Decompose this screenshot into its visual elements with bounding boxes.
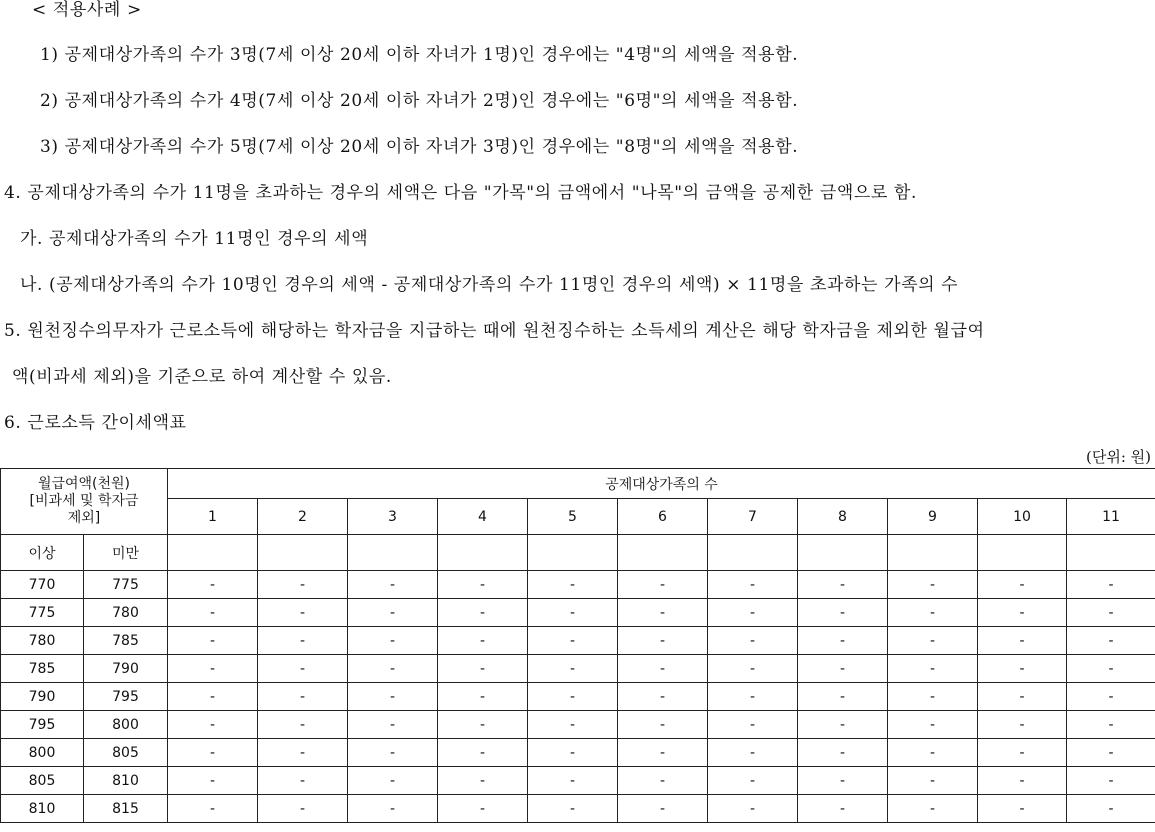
family-count-col-header: 8 bbox=[798, 499, 888, 535]
empty-header-cell bbox=[168, 535, 258, 571]
tax-amount-cell: - bbox=[708, 599, 798, 627]
tax-amount-cell: - bbox=[168, 795, 258, 823]
tax-amount-cell: - bbox=[1067, 599, 1155, 627]
tax-amount-cell: - bbox=[348, 683, 438, 711]
tax-amount-cell: - bbox=[978, 739, 1067, 767]
empty-header-cell bbox=[1067, 535, 1155, 571]
empty-header-cell bbox=[978, 535, 1067, 571]
tax-table-header bbox=[1, 469, 1155, 571]
tax-amount-cell: - bbox=[348, 627, 438, 655]
tax-amount-cell: - bbox=[798, 711, 888, 739]
family-count-col-header: 9 bbox=[888, 499, 978, 535]
tax-table bbox=[0, 468, 1155, 823]
tax-amount-cell: - bbox=[168, 711, 258, 739]
empty-header-cell bbox=[348, 535, 438, 571]
rule-4-paragraph: 4. 공제대상가족의 수가 11명을 초과하는 경우의 세액은 다음 "가목"의 금액에서 "나목"의 금액을 공제한 금액으로 함. bbox=[4, 183, 917, 203]
salary-header-line-3: 제외] bbox=[67, 510, 101, 526]
salary-min-cell: 770 bbox=[1, 571, 84, 599]
tax-amount-cell: - bbox=[978, 655, 1067, 683]
salary-max-cell: 780 bbox=[84, 599, 168, 627]
tax-amount-cell: - bbox=[258, 627, 348, 655]
tax-amount-cell: - bbox=[348, 711, 438, 739]
tax-amount-cell: - bbox=[618, 683, 708, 711]
tax-amount-cell: - bbox=[798, 767, 888, 795]
tax-amount-cell: - bbox=[438, 711, 528, 739]
min-max-header-row bbox=[1, 535, 1155, 571]
tax-amount-cell: - bbox=[888, 571, 978, 599]
tax-amount-cell: - bbox=[1067, 683, 1155, 711]
tax-table-body bbox=[1, 571, 1155, 823]
family-count-col-header: 3 bbox=[348, 499, 438, 535]
salary-min-cell: 785 bbox=[1, 655, 84, 683]
tax-amount-cell: - bbox=[618, 795, 708, 823]
tax-amount-cell: - bbox=[168, 655, 258, 683]
tax-amount-cell: - bbox=[618, 655, 708, 683]
salary-max-cell: 815 bbox=[84, 795, 168, 823]
family-count-col-header: 6 bbox=[618, 499, 708, 535]
tax-amount-cell: - bbox=[528, 571, 618, 599]
table-row bbox=[1, 711, 1155, 739]
tax-amount-cell: - bbox=[978, 627, 1067, 655]
tax-amount-cell: - bbox=[708, 571, 798, 599]
family-count-col-header: 7 bbox=[708, 499, 798, 535]
tax-amount-cell: - bbox=[978, 795, 1067, 823]
tax-amount-cell: - bbox=[978, 767, 1067, 795]
salary-max-cell: 805 bbox=[84, 739, 168, 767]
tax-amount-cell: - bbox=[798, 655, 888, 683]
tax-amount-cell: - bbox=[888, 627, 978, 655]
tax-amount-cell: - bbox=[348, 599, 438, 627]
tax-amount-cell: - bbox=[348, 739, 438, 767]
salary-max-cell: 795 bbox=[84, 683, 168, 711]
salary-range-header bbox=[1, 469, 168, 535]
table-row bbox=[1, 627, 1155, 655]
tax-amount-cell: - bbox=[1067, 795, 1155, 823]
tax-amount-cell: - bbox=[348, 767, 438, 795]
tax-amount-cell: - bbox=[1067, 767, 1155, 795]
tax-amount-cell: - bbox=[438, 683, 528, 711]
tax-amount-cell: - bbox=[888, 683, 978, 711]
empty-header-cell bbox=[798, 535, 888, 571]
tax-amount-cell: - bbox=[258, 655, 348, 683]
tax-amount-cell: - bbox=[348, 655, 438, 683]
tax-amount-cell: - bbox=[528, 655, 618, 683]
tax-amount-cell: - bbox=[528, 795, 618, 823]
tax-amount-cell: - bbox=[618, 711, 708, 739]
salary-min-cell: 775 bbox=[1, 599, 84, 627]
tax-amount-cell: - bbox=[978, 571, 1067, 599]
example-item-1: 1) 공제대상가족의 수가 3명(7세 이상 20세 이하 자녀가 1명)인 경우에는 "4명"의 세액을 적용함. bbox=[40, 45, 799, 65]
tax-amount-cell: - bbox=[798, 627, 888, 655]
tax-amount-cell: - bbox=[528, 627, 618, 655]
family-count-col-header: 1 bbox=[168, 499, 258, 535]
tax-amount-cell: - bbox=[438, 571, 528, 599]
tax-amount-cell: - bbox=[618, 739, 708, 767]
tax-amount-cell: - bbox=[528, 739, 618, 767]
tax-amount-cell: - bbox=[888, 599, 978, 627]
tax-amount-cell: - bbox=[708, 795, 798, 823]
tax-amount-cell: - bbox=[978, 599, 1067, 627]
tax-amount-cell: - bbox=[708, 627, 798, 655]
tax-amount-cell: - bbox=[258, 683, 348, 711]
family-count-col-header: 10 bbox=[978, 499, 1067, 535]
tax-amount-cell: - bbox=[1067, 627, 1155, 655]
tax-amount-cell: - bbox=[618, 627, 708, 655]
empty-header-cell bbox=[438, 535, 528, 571]
tax-amount-cell: - bbox=[978, 683, 1067, 711]
empty-header-cell bbox=[618, 535, 708, 571]
table-row bbox=[1, 599, 1155, 627]
salary-min-cell: 780 bbox=[1, 627, 84, 655]
tax-amount-cell: - bbox=[798, 571, 888, 599]
tax-amount-cell: - bbox=[168, 739, 258, 767]
tax-amount-cell: - bbox=[438, 599, 528, 627]
rule-4-item-na: 나. (공제대상가족의 수가 10명인 경우의 세액 - 공제대상가족의 수가 11명인 경우의 세액) × 11명을 초과하는 가족의 수 bbox=[20, 275, 959, 295]
table-row bbox=[1, 571, 1155, 599]
salary-max-cell: 775 bbox=[84, 571, 168, 599]
tax-amount-cell: - bbox=[438, 627, 528, 655]
table-row bbox=[1, 739, 1155, 767]
tax-amount-cell: - bbox=[438, 655, 528, 683]
tax-amount-cell: - bbox=[168, 571, 258, 599]
tax-amount-cell: - bbox=[258, 739, 348, 767]
family-count-col-header: 5 bbox=[528, 499, 618, 535]
tax-amount-cell: - bbox=[618, 571, 708, 599]
family-count-columns bbox=[1, 499, 1155, 535]
tax-amount-cell: - bbox=[528, 711, 618, 739]
tax-amount-cell: - bbox=[888, 767, 978, 795]
salary-header-line-2: [비과세 및 학자금 bbox=[29, 493, 139, 509]
tax-amount-cell: - bbox=[1067, 655, 1155, 683]
tax-amount-cell: - bbox=[258, 767, 348, 795]
tax-amount-cell: - bbox=[798, 599, 888, 627]
rule-4-item-ga: 가. 공제대상가족의 수가 11명인 경우의 세액 bbox=[20, 229, 369, 249]
tax-amount-cell: - bbox=[348, 795, 438, 823]
section-6-title: 6. 근로소득 간이세액표 bbox=[4, 413, 187, 433]
tax-amount-cell: - bbox=[438, 739, 528, 767]
example-item-2: 2) 공제대상가족의 수가 4명(7세 이상 20세 이하 자녀가 2명)인 경우에는 "6명"의 세액을 적용함. bbox=[40, 91, 799, 111]
tax-amount-cell: - bbox=[258, 571, 348, 599]
table-row bbox=[1, 655, 1155, 683]
tax-amount-cell: - bbox=[348, 571, 438, 599]
tax-amount-cell: - bbox=[168, 767, 258, 795]
empty-header-cell bbox=[888, 535, 978, 571]
max-header: 미만 bbox=[84, 535, 168, 571]
empty-header-cell bbox=[258, 535, 348, 571]
tax-amount-cell: - bbox=[438, 767, 528, 795]
tax-amount-cell: - bbox=[798, 683, 888, 711]
rule-5-paragraph-cont: 액(비과세 제외)을 기준으로 하여 계산할 수 있음. bbox=[12, 367, 392, 387]
tax-amount-cell: - bbox=[888, 655, 978, 683]
tax-amount-cell: - bbox=[528, 683, 618, 711]
table-row bbox=[1, 683, 1155, 711]
tax-amount-cell: - bbox=[528, 599, 618, 627]
tax-amount-cell: - bbox=[888, 711, 978, 739]
tax-amount-cell: - bbox=[978, 711, 1067, 739]
salary-min-cell: 800 bbox=[1, 739, 84, 767]
tax-amount-cell: - bbox=[258, 599, 348, 627]
empty-header-cell bbox=[708, 535, 798, 571]
tax-amount-cell: - bbox=[258, 795, 348, 823]
tax-amount-cell: - bbox=[798, 739, 888, 767]
example-heading: < 적용사례 > bbox=[32, 0, 142, 20]
tax-amount-cell: - bbox=[1067, 739, 1155, 767]
salary-max-cell: 790 bbox=[84, 655, 168, 683]
salary-header-line-1: 월급여액(천원) bbox=[37, 476, 131, 492]
tax-amount-cell: - bbox=[618, 767, 708, 795]
tax-amount-cell: - bbox=[1067, 711, 1155, 739]
family-count-col-header: 2 bbox=[258, 499, 348, 535]
salary-min-cell: 795 bbox=[1, 711, 84, 739]
tax-amount-cell: - bbox=[618, 599, 708, 627]
salary-max-cell: 785 bbox=[84, 627, 168, 655]
unit-label: (단위: 원) bbox=[1086, 448, 1151, 466]
tax-amount-cell: - bbox=[168, 627, 258, 655]
min-header: 이상 bbox=[1, 535, 84, 571]
salary-max-cell: 800 bbox=[84, 711, 168, 739]
tax-amount-cell: - bbox=[168, 599, 258, 627]
salary-min-cell: 790 bbox=[1, 683, 84, 711]
tax-amount-cell: - bbox=[708, 683, 798, 711]
salary-max-cell: 810 bbox=[84, 767, 168, 795]
tax-amount-cell: - bbox=[888, 795, 978, 823]
tax-amount-cell: - bbox=[168, 683, 258, 711]
tax-amount-cell: - bbox=[708, 767, 798, 795]
family-count-col-header: 4 bbox=[438, 499, 528, 535]
tax-amount-cell: - bbox=[708, 739, 798, 767]
tax-amount-cell: - bbox=[708, 711, 798, 739]
tax-amount-cell: - bbox=[438, 795, 528, 823]
family-count-header: 공제대상가족의 수 bbox=[168, 469, 1155, 499]
salary-min-cell: 810 bbox=[1, 795, 84, 823]
tax-amount-cell: - bbox=[708, 655, 798, 683]
tax-amount-cell: - bbox=[258, 711, 348, 739]
table-row bbox=[1, 795, 1155, 823]
salary-min-cell: 805 bbox=[1, 767, 84, 795]
tax-amount-cell: - bbox=[528, 767, 618, 795]
example-item-3: 3) 공제대상가족의 수가 5명(7세 이상 20세 이하 자녀가 3명)인 경우에는 "8명"의 세액을 적용함. bbox=[40, 137, 799, 157]
rule-5-paragraph: 5. 원천징수의무자가 근로소득에 해당하는 학자금을 지급하는 때에 원천징수하는 소득세의 계산은 해당 학자금을 제외한 월급여 bbox=[4, 321, 985, 341]
table-row bbox=[1, 767, 1155, 795]
empty-header-cell bbox=[528, 535, 618, 571]
family-count-col-header: 11 bbox=[1067, 499, 1155, 535]
tax-amount-cell: - bbox=[1067, 571, 1155, 599]
tax-amount-cell: - bbox=[888, 739, 978, 767]
tax-amount-cell: - bbox=[798, 795, 888, 823]
